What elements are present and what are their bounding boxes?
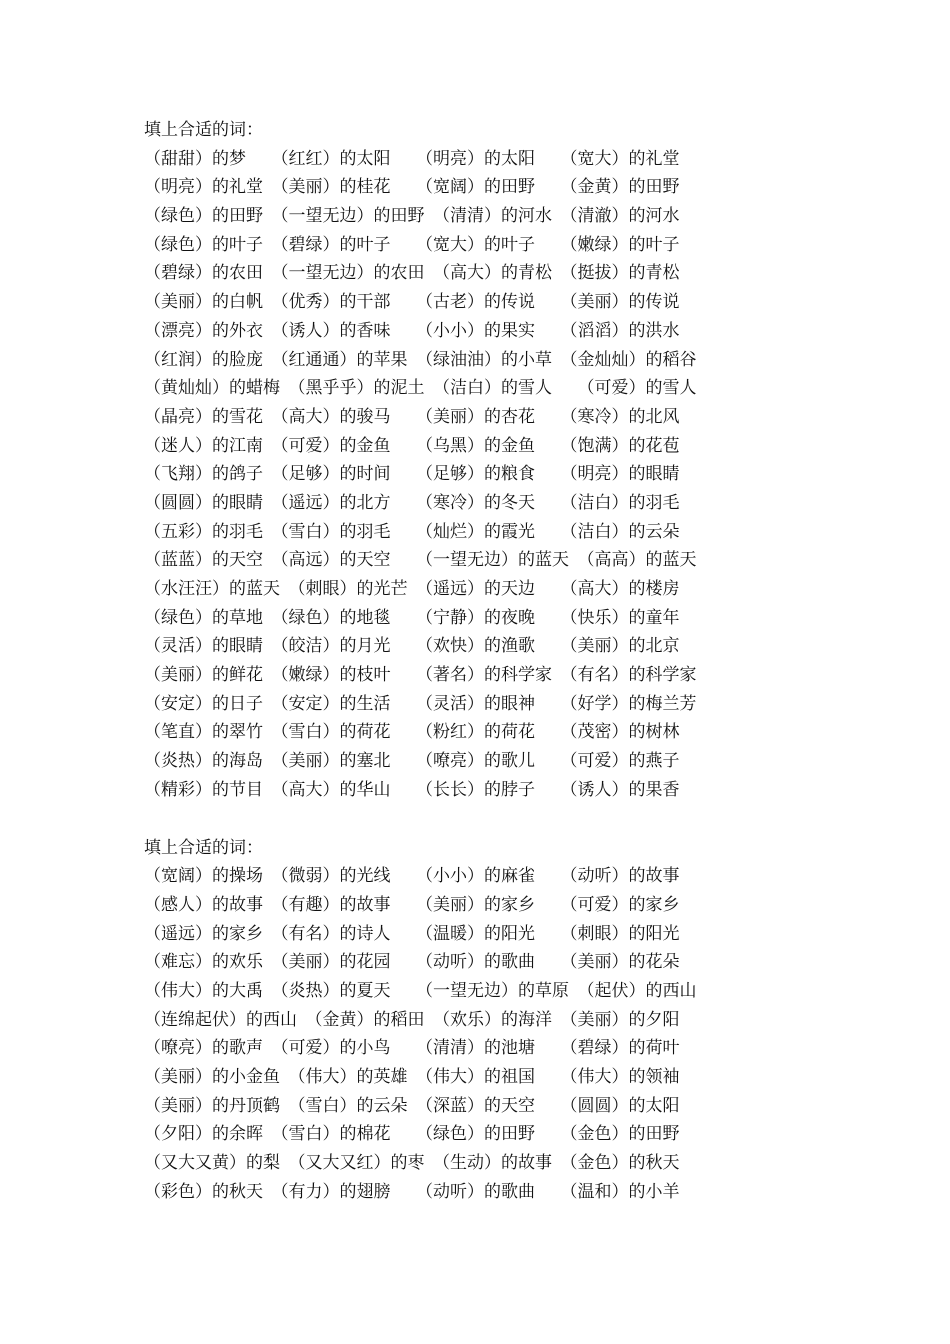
- text-line: （嘹亮）的歌声 （可爱）的小鸟 （清清）的池塘 （碧绿）的荷叶: [144, 1038, 680, 1059]
- document-page: [144, 116, 844, 1206]
- text-line: （飞翔）的鸽子 （足够）的时间 （足够）的粮食 （明亮）的眼睛: [144, 464, 680, 485]
- text-line: （蓝蓝）的天空 （高远）的天空 （一望无边）的蓝天 （高高）的蓝天: [144, 550, 697, 571]
- text-line: （精彩）的节目 （高大）的华山 （长长）的脖子 （诱人）的果香: [144, 779, 680, 800]
- text-line: （甜甜）的梦 （红红）的太阳 （明亮）的太阳 （宽大）的礼堂: [144, 148, 680, 169]
- section-2: [144, 834, 844, 1207]
- text-line: （美丽）的小金鱼 （伟大）的英雄 （伟大）的祖国 （伟大）的领袖: [144, 1067, 680, 1087]
- text-line: （连绵起伏）的西山 （金黄）的稻田 （欢乐）的海洋 （美丽）的夕阳: [144, 1009, 680, 1030]
- section-title: 填上合适的词：: [144, 837, 263, 858]
- text-line: （宽阔）的操场 （微弱）的光线 （小小）的麻雀 （动听）的故事: [144, 866, 680, 887]
- text-line: （彩色）的秋天 （有力）的翅膀 （动听）的歌曲 （温和）的小羊: [144, 1181, 680, 1202]
- text-line: （绿色）的草地 （绿色）的地毯 （宁静）的夜晚 （快乐）的童年: [144, 607, 680, 628]
- text-line: （灵活）的眼睛 （皎洁）的月光 （欢快）的渔歌 （美丽）的北京: [144, 636, 680, 657]
- text-line: （炎热）的海岛 （美丽）的塞北 （嘹亮）的歌儿 （可爱）的燕子: [144, 751, 680, 772]
- text-line: （迷人）的江南 （可爱）的金鱼 （乌黑）的金鱼 （饱满）的花苞: [144, 435, 680, 456]
- text-line: （黄灿灿）的蜡梅 （黑乎乎）的泥土 （洁白）的雪人 （可爱）的雪人: [144, 378, 697, 399]
- text-line: （绿色）的田野 （一望无边）的田野 （清清）的河水 （清澈）的河水: [144, 206, 680, 227]
- section-title: 填上合适的词：: [144, 120, 263, 140]
- section-1: [144, 116, 844, 805]
- text-line: （感人）的故事 （有趣）的故事 （美丽）的家乡 （可爱）的家乡: [144, 894, 680, 915]
- text-line: （碧绿）的农田 （一望无边）的农田 （高大）的青松 （挺拔）的青松: [144, 263, 680, 284]
- text-line: （水汪汪）的蓝天 （刺眼）的光芒 （遥远）的天边 （高大）的楼房: [144, 579, 680, 599]
- text-line: （晶亮）的雪花 （高大）的骏马 （美丽）的杏花 （寒冷）的北风: [144, 406, 680, 427]
- text-line: （笔直）的翠竹 （雪白）的荷花 （粉红）的荷花 （茂密）的树林: [144, 722, 680, 743]
- text-line: （夕阳）的余晖 （雪白）的棉花 （绿色）的田野 （金色）的田野: [144, 1124, 680, 1145]
- text-line: （绿色）的叶子 （碧绿）的叶子 （宽大）的叶子 （嫩绿）的叶子: [144, 234, 680, 255]
- text-line: （美丽）的白帆 （优秀）的干部 （古老）的传说 （美丽）的传说: [144, 292, 680, 313]
- text-line: （漂亮）的外衣 （诱人）的香味 （小小）的果实 （滔滔）的洪水: [144, 320, 680, 341]
- text-line: （安定）的日子 （安定）的生活 （灵活）的眼神 （好学）的梅兰芳: [144, 693, 697, 714]
- text-line: （明亮）的礼堂 （美丽）的桂花 （宽阔）的田野 （金黄）的田野: [144, 177, 680, 198]
- text-line: （难忘）的欢乐 （美丽）的花园 （动听）的歌曲 （美丽）的花朵: [144, 952, 680, 973]
- text-line: （圆圆）的眼睛 （遥远）的北方 （寒冷）的冬天 （洁白）的羽毛: [144, 492, 680, 513]
- text-line: （遥远）的家乡 （有名）的诗人 （温暖）的阳光 （刺眼）的阳光: [144, 923, 680, 944]
- text-line: （伟大）的大禹 （炎热）的夏天 （一望无边）的草原 （起伏）的西山: [144, 980, 697, 1001]
- text-line: （美丽）的丹顶鹤 （雪白）的云朵 （深蓝）的天空 （圆圆）的太阳: [144, 1095, 680, 1116]
- text-line: （又大又黄）的梨 （又大又红）的枣 （生动）的故事 （金色）的秋天: [144, 1153, 680, 1174]
- text-line: （美丽）的鲜花 （嫩绿）的枝叶 （著名）的科学家 （有名）的科学家: [144, 665, 697, 686]
- text-line: （红润）的脸庞 （红通通）的苹果 （绿油油）的小草 （金灿灿）的稻谷: [144, 349, 697, 370]
- text-line: （五彩）的羽毛 （雪白）的羽毛 （灿烂）的霞光 （洁白）的云朵: [144, 521, 680, 542]
